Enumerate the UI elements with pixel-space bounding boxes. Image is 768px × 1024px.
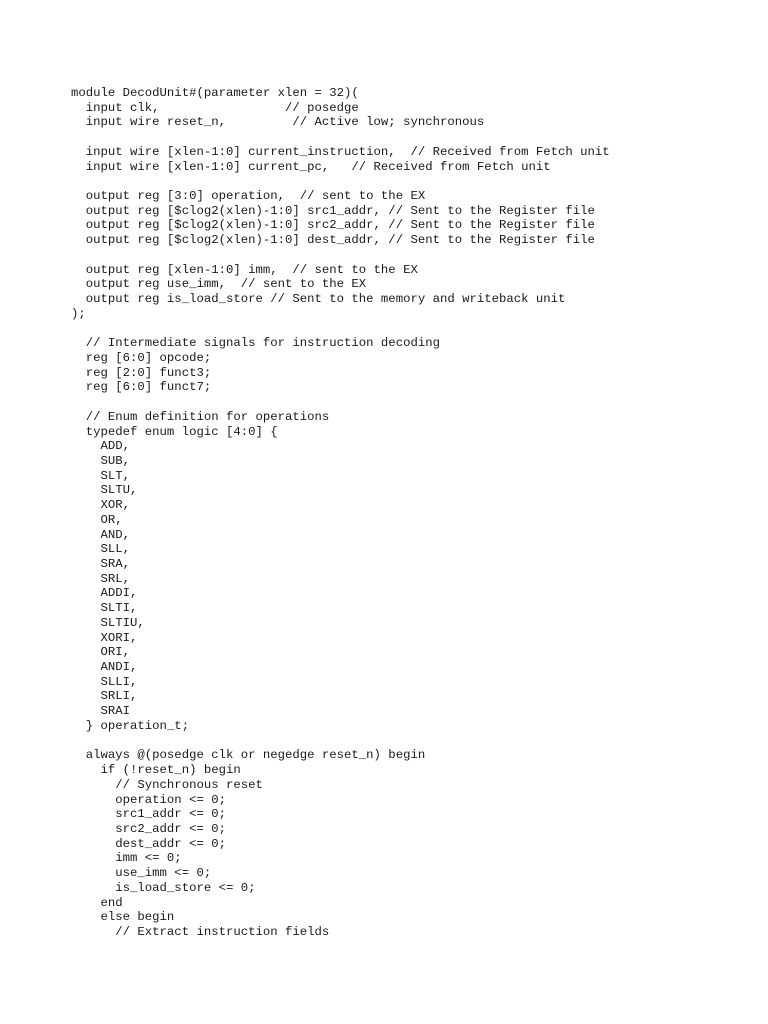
code-line: XOR, xyxy=(71,498,131,513)
code-line: output reg [xlen-1:0] imm, // sent to the EX xyxy=(71,262,418,277)
code-line: output reg use_imm, // sent to the EX xyxy=(71,277,367,292)
code-line: } operation_t; xyxy=(71,718,190,733)
code-line xyxy=(71,395,610,410)
code-line: always @(posedge clk or negedge reset_n) begin xyxy=(71,748,426,763)
code-line: reg [2:0] funct3; xyxy=(71,365,212,380)
code-line: typedef enum logic [4:0] { xyxy=(71,424,278,439)
code-line: output reg is_load_store // Sent to the memory and writeback unit xyxy=(71,292,566,307)
code-line: SUB, xyxy=(71,453,131,468)
code-line: ORI, xyxy=(71,645,131,660)
code-line: output reg [$clog2(xlen)-1:0] src1_addr, // Sent to the Register file xyxy=(71,203,595,218)
code-block xyxy=(71,86,610,940)
code-line: output reg [$clog2(xlen)-1:0] dest_addr, // Sent to the Register file xyxy=(71,233,595,248)
code-line: else begin xyxy=(71,910,175,925)
code-line: AND, xyxy=(71,527,131,542)
code-line: input wire [xlen-1:0] current_pc, // Received from Fetch unit xyxy=(71,159,551,174)
code-line xyxy=(71,734,610,749)
code-line: // Synchronous reset xyxy=(71,777,263,792)
code-line: // Intermediate signals for instruction decoding xyxy=(71,336,440,351)
code-line: SLTIU, xyxy=(71,615,145,630)
code-line: input wire [xlen-1:0] current_instruction, // Received from Fetch unit xyxy=(71,144,610,159)
code-line: SLTU, xyxy=(71,483,138,498)
code-line: operation <= 0; xyxy=(71,792,226,807)
code-line: SRL, xyxy=(71,571,131,586)
code-line: dest_addr <= 0; xyxy=(71,836,226,851)
code-line: // Enum definition for operations xyxy=(71,409,330,424)
code-line xyxy=(71,248,610,263)
code-line: SLL, xyxy=(71,542,131,557)
code-line: OR, xyxy=(71,512,123,527)
code-line: SRLI, xyxy=(71,689,138,704)
code-line: SRA, xyxy=(71,557,131,571)
code-line: ADDI, xyxy=(71,586,138,601)
code-line xyxy=(71,174,610,189)
code-line: ANDI, xyxy=(71,660,138,675)
code-line: if (!reset_n) begin xyxy=(71,763,241,778)
code-line: XORI, xyxy=(71,630,138,645)
code-line: input clk, // posedge xyxy=(71,100,359,115)
code-line: // Extract instruction fields xyxy=(71,924,330,939)
code-line: reg [6:0] funct7; xyxy=(71,380,212,395)
code-line xyxy=(71,322,610,337)
code-line: use_imm <= 0; xyxy=(71,866,212,881)
code-line: output reg [$clog2(xlen)-1:0] src2_addr, // Sent to the Register file xyxy=(71,218,595,233)
code-line: output reg [3:0] operation, // sent to the EX xyxy=(71,189,426,204)
code-line: module DecodUnit#(parameter xlen = 32)( xyxy=(71,86,359,100)
code-line: SLTI, xyxy=(71,601,138,616)
code-line: ); xyxy=(71,306,86,321)
code-line: src2_addr <= 0; xyxy=(71,821,226,836)
code-line: SRAI xyxy=(71,704,131,719)
code-line: imm <= 0; xyxy=(71,851,182,866)
code-line: src1_addr <= 0; xyxy=(71,807,226,822)
code-line: end xyxy=(71,895,123,910)
code-line: is_load_store <= 0; xyxy=(71,880,256,895)
code-line: input wire reset_n, // Active low; synchronous xyxy=(71,115,485,130)
code-line xyxy=(71,130,610,145)
code-line: reg [6:0] opcode; xyxy=(71,350,212,365)
code-line: ADD, xyxy=(71,439,131,454)
code-line: SLT, xyxy=(71,468,131,483)
code-line: SLLI, xyxy=(71,674,138,689)
